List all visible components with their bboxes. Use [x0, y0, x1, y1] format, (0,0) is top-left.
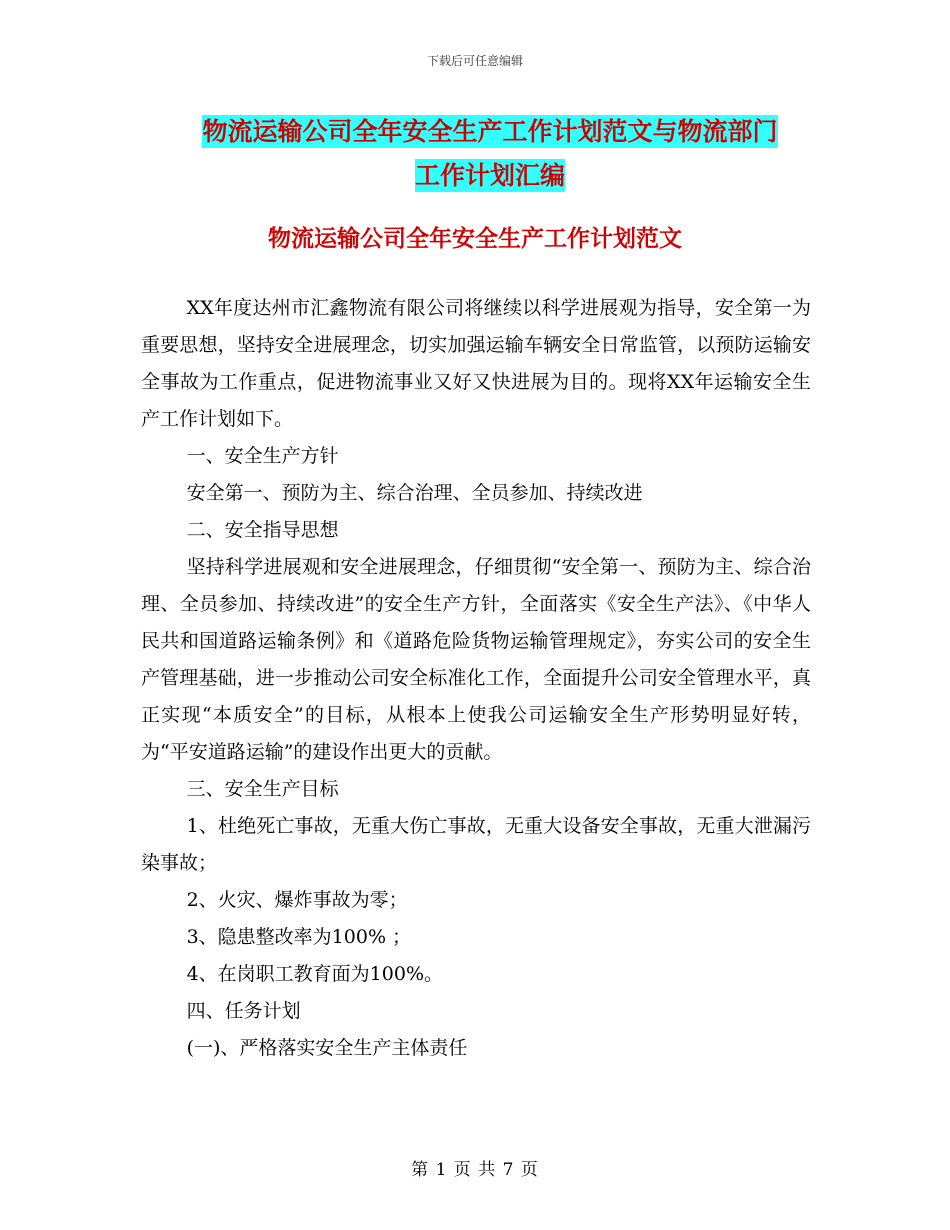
- body-text: [141, 290, 811, 1067]
- title-line-1: 物流运输公司全年安全生产工作计划范文与物流部门: [202, 117, 778, 146]
- goal-item-4: 4、在岗职工教育面为100%。: [186, 963, 444, 985]
- subheading-responsibility: (一)、严格落实安全生产主体责任: [186, 1037, 468, 1059]
- heading-task-plan: 四、任务计划: [186, 1000, 301, 1022]
- heading-safety-policy: 一、安全生产方针: [186, 445, 339, 467]
- section-title: 物流运输公司全年安全生产工作计划范文: [268, 226, 682, 252]
- title-line-2: 工作计划汇编: [414, 161, 565, 190]
- heading-safety-goals: 三、安全生产目标: [186, 778, 339, 800]
- header-note: 下载后可任意编辑: [426, 54, 523, 68]
- paragraph-safety-policy: 安全第一、预防为主、综合治理、全员参加、持续改进: [186, 482, 643, 504]
- goal-item-1: 1、杜绝死亡事故，无重大伤亡事故，无重大设备安全事故，无重大泄漏污染事故；: [141, 815, 811, 874]
- paragraph-intro: XX年度达州市汇鑫物流有限公司将继续以科学进展观为指导，安全第一为重要思想，坚持安全进展理念，切实加强运输车辆安全日常监管，以预防运输安全事故为工作重点，促进物流事业又好又快进展为目的。现将XX年运输安全生产工作计划如下。: [141, 297, 811, 430]
- goal-item-2: 2、火灾、爆炸事故为零；: [186, 889, 408, 911]
- paragraph-guiding-thought: 坚持科学进展观和安全进展理念，仔细贯彻“安全第一、预防为主、综合治理、全员参加、持续改进”的安全生产方针，全面落实《安全生产法》、《中华人民共和国道路运输条例》和《道路危险货物运输管理规定》，夯实公司的安全生产管理基础，进一步推动公司安全标准化工作，全面提升公司安全管理水平，真正实现“本质安全”的目标，从根本上使我公司运输安全生产形势明显好转，为“平安道路运输”的建设作出更大的贡献。: [141, 556, 811, 763]
- document-title: [140, 110, 840, 198]
- goal-item-3: 3、隐患整改率为100% ；: [186, 926, 412, 948]
- page-footer: 第 1 页 共 7 页: [411, 1160, 539, 1180]
- heading-guiding-thought: 二、安全指导思想: [186, 519, 339, 541]
